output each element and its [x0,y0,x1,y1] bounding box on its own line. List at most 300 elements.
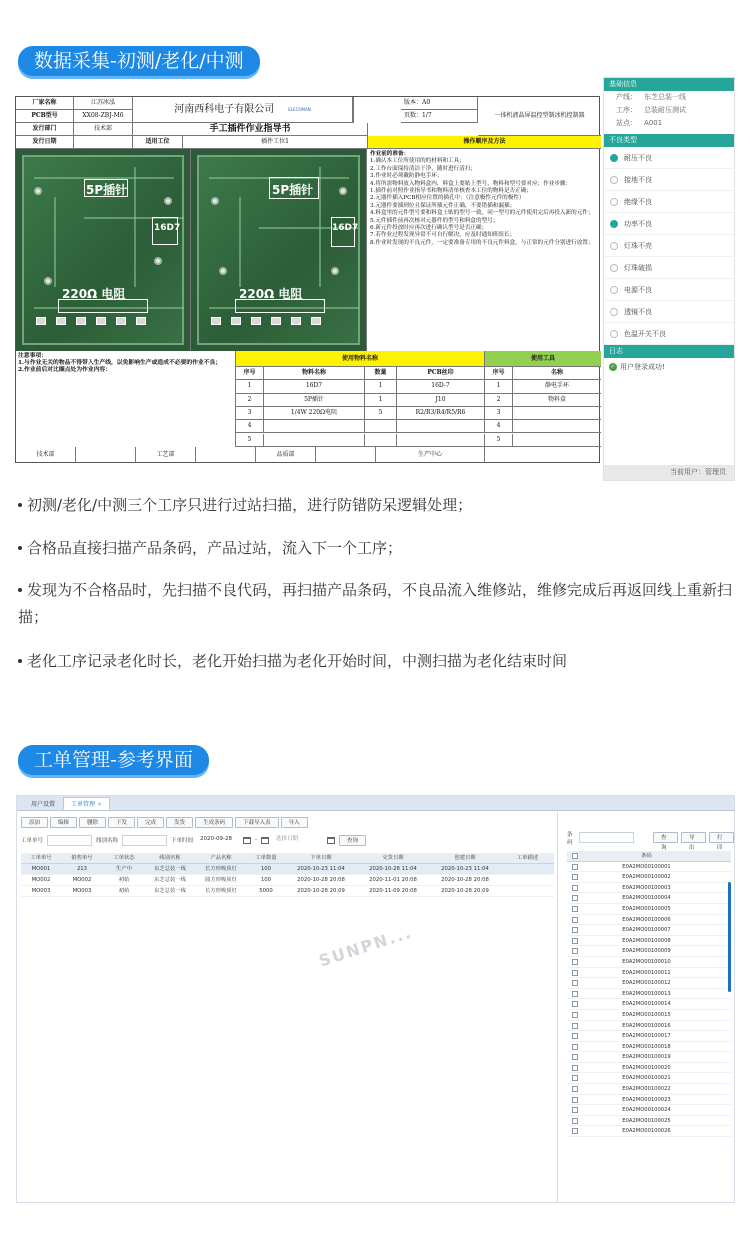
bullet-4 [18,648,734,675]
material-cell [264,420,365,433]
row-checkbox[interactable] [572,874,578,880]
barcode-row[interactable] [567,1010,731,1021]
barcode-pane [565,812,734,1202]
barcode-value: E0A2MO00100004 [622,895,671,902]
ops-line: 5.元件插件前再次核对元器件的型号和料盒的型号； [370,217,499,224]
defect-option[interactable] [604,301,734,323]
close-icon[interactable]: × [96,801,102,808]
defect-label: 功率不良 [624,219,652,228]
factory-value: 江苏冰泓 [74,97,133,110]
label-16d7-before: 16D7 [154,223,181,233]
barcode-value: E0A2MO00100023 [622,1096,671,1103]
toolbar [21,817,308,828]
column-header: 工单状态 [113,855,135,861]
barcode-filter-bar [567,831,734,851]
barcode-value: E0A2MO00100019 [622,1054,671,1061]
table-cell: 100 [260,877,272,883]
defect-option[interactable] [604,323,734,345]
barcode-row[interactable] [567,1095,731,1106]
barcode-value: E0A2MO00100025 [622,1117,671,1124]
material-cell [365,434,397,447]
sign-blank [196,447,256,463]
print-button[interactable]: 打印 [709,832,734,843]
line-value: 东芝总装一线 [644,93,686,101]
sign-production: 生产中心 [376,447,485,463]
barcode-row[interactable] [567,936,731,947]
barcode-row[interactable] [567,1126,731,1137]
barcode-row[interactable] [567,989,731,1000]
sign-blank [76,447,136,463]
barcode-row[interactable] [567,925,731,936]
station-panel [603,77,735,481]
table-cell: 长方形吸顶灯 [205,888,237,894]
row-checkbox[interactable] [572,1118,578,1124]
table-cell: MO001 [31,866,51,872]
barcode-value: E0A2MO00100002 [622,874,671,881]
date-label: 发行日期 [16,136,74,149]
column-header: 下单日期 [310,855,332,861]
table-cell: MO002 [72,877,92,883]
defect-label: 灯珠破损 [624,263,652,272]
defect-option[interactable] [604,191,734,213]
material-cell: 1 [365,394,397,407]
bullet-3 [18,577,734,631]
barcode-value: E0A2MO00100015 [622,1011,671,1018]
tool-cell: 3 [485,407,513,420]
barcode-row[interactable] [567,883,731,894]
materials-title: 使用物料名称 [236,351,485,367]
material-cell: 16D7 [264,380,365,393]
material-header-cell: 序号 [236,367,264,380]
row-checkbox[interactable] [572,864,578,870]
row-checkbox[interactable] [572,948,578,954]
barcode-row[interactable] [567,946,731,957]
barcode-row[interactable] [567,1084,731,1095]
sign-process: 工艺部 [136,447,196,463]
table-cell: 初始 [118,888,130,894]
line-name-label: 线别名称 [96,838,119,844]
tab-user-settings[interactable]: 用户设置 [31,801,56,808]
company-logo: ELECOMAN [288,106,311,112]
row-checkbox[interactable] [572,1023,578,1029]
ops-line: 2.元器件插入PCB相应位置的插孔中：（注意极性元件的极性） [370,195,525,202]
material-cell: R2/R3/R4/R5/R6 [397,407,485,420]
table-cell: 5000 [259,888,273,894]
barcode-value: E0A2MO00100009 [622,948,671,955]
order-no-label: 工单单号 [21,838,44,844]
pcb-photo-after [191,149,367,351]
table-cell: 初始 [118,877,130,883]
barcode-row[interactable] [567,968,731,979]
defect-label: 电源不良 [624,285,652,294]
divider [353,97,354,123]
work-instruction-sheet [15,96,600,463]
process-row [604,104,734,117]
barcode-value: E0A2MO00100021 [622,1075,671,1082]
barcode-row[interactable] [567,999,731,1010]
column-header: 工单数量 [255,855,277,861]
radio-icon[interactable] [610,264,618,272]
watermark: SUNPN... [316,922,415,971]
tab-label: 工单管理 [71,801,96,808]
barcode-value: E0A2MO00100005 [622,905,671,912]
tools-title: 使用工具 [485,351,601,367]
calendar-icon[interactable] [243,837,251,844]
row-checkbox[interactable] [572,895,578,901]
sign-blank [316,447,376,463]
pcb-board [197,155,360,345]
row-checkbox[interactable] [572,959,578,965]
radio-icon[interactable] [610,286,618,294]
company-text: 河南西科电子有限公司 [174,103,275,115]
radio-icon[interactable] [610,308,618,316]
defect-label: 绝缘不良 [624,197,652,206]
row-checkbox[interactable] [572,1128,578,1134]
row-checkbox[interactable] [572,1086,578,1092]
bullet-2 [18,535,734,562]
row-checkbox[interactable] [572,1033,578,1039]
tool-cell [513,407,601,420]
barcode-value: E0A2MO00100010 [622,958,671,965]
barcode-row[interactable] [567,1116,731,1127]
bullet-text: 老化工序记录老化时长，老化开始扫描为老化开始时间，中测扫描为老化结束时间 [27,652,568,670]
barcode-row[interactable] [567,1063,731,1074]
pcb-label: PCB型号 [16,110,74,123]
calendar-icon[interactable] [261,837,269,844]
factory-label: 厂家名称 [16,97,74,110]
log-header: 日志 [604,345,734,358]
label-220-before: 220Ω 电阻 [62,287,126,301]
barcode-value: E0A2MO00100013 [622,990,671,997]
select-all-checkbox[interactable] [572,853,578,859]
edit-button[interactable]: 编辑 [50,817,77,828]
material-cell: J10 [397,394,485,407]
ops-line: 7.若作业过程发现异常不可自行解决，应及时通知班组长； [370,232,516,239]
table-cell: MO002 [31,877,51,883]
column-header: 交货日期 [382,855,404,861]
ops-line: 1.确认本工位所使用的的材料和工具； [370,158,465,165]
tool-cell: 静电手环 [513,380,601,393]
query-button[interactable]: 查询 [339,835,366,846]
start-date-input[interactable]: 2020-09-28 [197,835,239,846]
defect-option[interactable] [604,257,734,279]
sign-tech: 技术部 [16,447,76,463]
barcode-row[interactable] [567,957,731,968]
barcode-value: E0A2MO00100012 [622,980,671,987]
radio-icon[interactable] [610,198,618,206]
station-value: A001 [644,119,663,127]
radio-icon[interactable] [610,220,618,228]
row-checkbox[interactable] [572,1097,578,1103]
table-cell: 2020-10-28 20:08 [441,877,489,883]
ops-line: 3.元器件要插到位且保证所插元件正确，不要错插和漏插； [370,202,516,209]
section-title-work-order: 工单管理-参考界面 [18,745,209,775]
barcode-value: E0A2MO00100001 [622,863,671,870]
notes [16,351,236,447]
bullet-dot [18,659,22,663]
table-cell: 长方形吸顶灯 [205,866,237,872]
material-cell: 5 [365,407,397,420]
table-cell: 2020-10-23 11:04 [297,866,345,872]
station-label: 站点： [616,119,637,127]
barcode-table [567,851,731,1137]
barcode-value: E0A2MO00100007 [622,927,671,934]
doc-title: 手工插件作业指导书 [133,123,368,136]
bullet-dot [18,503,22,507]
barcode-row[interactable] [567,978,731,989]
version: 版本：A0 [401,97,478,110]
ops-line: 2.工作台面保持清洁干净，随时进行清扫； [370,165,477,172]
work-order-list-pane [17,812,558,1202]
download-template-button[interactable]: 下载导入表 [235,817,279,828]
note-line: 2.作业前后对比圈点处为作业内容： [18,367,112,373]
line-label: 产线： [616,93,637,101]
barcode-label: 条码 [567,831,573,846]
radio-icon[interactable] [610,242,618,250]
bullet-text: 发现为不合格品时，先扫描不良代码，再扫描产品条码，不良品流入维修站，维修完成后再返回线上重新扫描； [18,581,733,626]
sign-quality: 品质部 [256,447,316,463]
table-header [21,853,554,864]
row-checkbox[interactable] [572,906,578,912]
tool-cell: 5 [485,434,513,447]
row-checkbox[interactable] [572,1107,578,1113]
bullet-text: 合格品直接扫描产品条码，产品过站，流入下一个工序； [27,539,403,557]
barcode-value: E0A2MO00100011 [622,969,671,976]
material-cell [397,434,485,447]
label-16d7-after: 16D7 [332,223,359,233]
barcode-row[interactable] [567,915,731,926]
material-cell: 5 [236,434,264,447]
table-cell: 2020-10-28 11:04 [369,866,417,872]
scrollbar[interactable] [728,882,731,992]
column-header: 产品名称 [210,855,232,861]
barcode-input[interactable] [579,832,634,843]
material-cell: 5P插针 [264,394,365,407]
barcode-value: E0A2MO00100020 [622,1064,671,1071]
defect-label: 耐压不良 [624,153,652,162]
material-cell: 1/4W 220Ω电阻 [264,407,365,420]
label-5p-before: 5P插针 [86,183,128,197]
radio-icon[interactable] [610,330,618,338]
table-row[interactable] [21,875,554,886]
delete-button[interactable]: 删除 [79,817,106,828]
sign-blank [485,447,601,463]
order-time-label: 下单时间 [171,838,194,844]
position-label: 适用工位 [133,136,183,149]
barcode-row[interactable] [567,1042,731,1053]
order-no-input[interactable] [47,835,92,846]
dept-label: 发行部门 [16,123,74,136]
row-checkbox[interactable] [572,1001,578,1007]
pcb-value: XX08-ZBJ-M6 [74,110,133,123]
defect-option[interactable] [604,213,734,235]
row-checkbox[interactable] [572,927,578,933]
column-header: 销售单号 [71,855,93,861]
defect-option[interactable] [604,147,734,169]
tool-header-cell: 序号 [485,367,513,380]
barcode-row[interactable] [567,1105,731,1116]
filter-bar [21,834,551,846]
ship-button[interactable]: 发货 [166,817,193,828]
ops-line: 3.作业时必须戴防静电手环； [370,173,443,180]
column-header: 工单单号 [30,855,52,861]
row-checkbox[interactable] [572,938,578,944]
table-cell: 东芝总装一线 [154,877,186,883]
barcode-row[interactable] [567,893,731,904]
table-cell: 100 [260,866,272,872]
defect-option[interactable] [604,279,734,301]
barcode-row[interactable] [567,1021,731,1032]
bullet-dot [18,588,22,592]
work-order-table [21,853,554,897]
barcode-row[interactable] [567,872,731,883]
table-cell: 圆方形吸顶灯 [205,877,237,883]
pcb-photo-before [16,149,191,351]
table-row[interactable] [21,886,554,897]
column-header: 线别名称 [159,855,181,861]
row-checkbox[interactable] [572,1065,578,1071]
line-name-input[interactable] [122,835,167,846]
success-check-icon: ✓ [610,363,616,370]
defect-label: 色温开关不良 [624,329,666,338]
table-cell: MO003 [72,888,92,894]
line-row [604,91,734,104]
table-cell [501,864,554,874]
process-label: 工序： [616,106,637,114]
material-header-cell: PCB丝印 [397,367,485,380]
table-cell [501,875,554,885]
material-cell: 16D-7 [397,380,485,393]
defect-label: 灯珠不亮 [624,241,652,250]
material-header-cell: 数量 [365,367,397,380]
barcode-value: E0A2MO00100024 [622,1107,671,1114]
table-row[interactable] [21,864,554,875]
import-button[interactable]: 导入 [281,817,308,828]
table-cell [501,886,554,896]
barcode-row[interactable] [567,862,731,873]
ops-line: 8.作业时发现的不良元件，一定要准备专用的不良元件料盒，与正常的元件分别进行放置； [370,239,594,246]
barcode-row[interactable] [567,904,731,915]
column-header: 工单描述 [516,855,539,861]
add-button[interactable]: 添加 [21,817,48,828]
basic-info-header: 基础信息 [604,78,734,91]
barcode-row[interactable] [567,1031,731,1042]
current-user: 当前用户：管理员 [604,465,734,480]
material-cell: 1 [236,380,264,393]
tab-work-order[interactable] [63,797,110,810]
ops-line: 4.料盒里的元件型号要和料盒上贴的型号一致，同一型号的元件使用完后再投入新的元件； [370,210,594,217]
table-cell: 213 [76,866,88,872]
barcode-row[interactable] [567,1073,731,1084]
product-name: 一体机液晶屏温控型制冰机控制器 [478,97,601,136]
row-checkbox[interactable] [572,917,578,923]
barcode-header [567,851,731,862]
process-value: 总装耐压测试 [644,106,686,114]
barcode-value: E0A2MO00100016 [622,1022,671,1029]
barcode-value: E0A2MO00100003 [622,884,671,891]
row-checkbox[interactable] [572,980,578,986]
material-cell: 1 [365,380,397,393]
ops-title: 操作顺序及方法 [368,136,601,149]
row-checkbox[interactable] [572,1012,578,1018]
defect-label: 接地不良 [624,175,652,184]
row-checkbox[interactable] [572,885,578,891]
label-5p-after: 5P插针 [272,183,314,197]
barcode-row[interactable] [567,1052,731,1063]
tool-cell: 1 [485,380,513,393]
log-message: 用户登录成功! [620,363,665,371]
tool-cell [513,420,601,433]
table-cell: 2020-11-01 20:08 [369,877,417,883]
barcode-query-button[interactable]: 查询 [653,832,678,843]
dispatch-button[interactable]: 下发 [108,817,135,828]
work-order-window [16,795,735,1203]
table-cell: 2020-10-23 11:04 [441,866,489,872]
bullet-1 [18,492,734,519]
log-entry [604,358,734,376]
barcode-value: E0A2MO00100022 [622,1086,671,1093]
tool-cell [513,434,601,447]
row-checkbox[interactable] [572,970,578,976]
complete-button[interactable]: 完成 [137,817,164,828]
generate-barcode-button[interactable]: 生成条码 [195,817,233,828]
station-row [604,117,734,130]
dept-value: 技术部 [74,123,133,136]
export-button[interactable]: 导出 [681,832,706,843]
row-checkbox[interactable] [572,1044,578,1050]
material-header-cell: 物料名称 [264,367,365,380]
table-cell: 2020-10-28 20:09 [441,888,489,894]
defect-option[interactable] [604,235,734,257]
note-line: 1.与作业无关的物品不得带入生产线，以免影响生产或造成不必要的作业不良； [18,360,222,366]
material-cell [397,420,485,433]
label-220-after: 220Ω 电阻 [239,287,303,301]
end-date-input[interactable]: 选择日期 [273,835,323,846]
defect-type-header: 不良类型 [604,134,734,147]
defect-option[interactable] [604,169,734,191]
bullet-dot [18,546,22,550]
date-value [74,136,133,149]
ops-line: 6.新元件投放时应再次进行确认型号是否正确； [370,225,488,232]
page-count: 页数：1/7 [401,110,478,123]
company-name [133,97,353,123]
row-checkbox[interactable] [572,1054,578,1060]
section-title-data-collection: 数据采集-初测/老化/中测 [18,46,260,76]
barcode-value: E0A2MO00100008 [622,937,671,944]
material-cell: 3 [236,407,264,420]
tab-bar [17,796,734,811]
defect-label: 透镜不良 [624,307,652,316]
radio-icon[interactable] [610,176,618,184]
table-cell: 2020-10-28 20:08 [297,877,345,883]
barcode-value: E0A2MO00100017 [622,1033,671,1040]
barcode-column-header: 条码 [641,853,652,859]
table-cell: 2020-10-28 20:09 [297,888,345,894]
material-cell [365,420,397,433]
row-checkbox[interactable] [572,1075,578,1081]
table-cell: MO003 [31,888,51,894]
barcode-value: E0A2MO00100026 [622,1128,671,1135]
barcode-value: E0A2MO00100006 [622,916,671,923]
barcode-value: E0A2MO00100014 [622,1001,671,1008]
material-cell: 4 [236,420,264,433]
defect-list [604,147,734,345]
radio-icon[interactable] [610,154,618,162]
calendar-icon[interactable] [327,837,335,844]
row-checkbox[interactable] [572,991,578,997]
range-separator: - [255,837,258,843]
ops-line: 作业前的准备： [370,151,410,157]
